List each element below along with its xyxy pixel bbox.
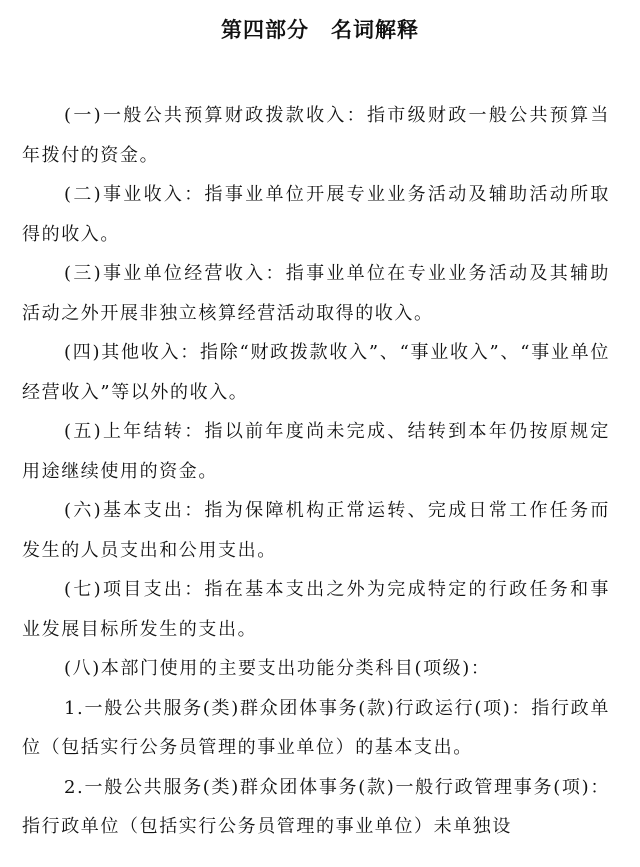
definition-paragraph: (七)项目支出：指在基本支出之外为完成特定的行政任务和事业发展目标所发生的支出。 [22,579,610,640]
definition-paragraph: 2.一般公共服务(类)群众团体事务(款)一般行政管理事务(项)：指行政单位（包括实行公务员管理的事业单位）未单独设 [22,776,610,837]
definition-paragraph: (二)事业收入：指事业单位开展专业业务活动及辅助活动所取得的收入。 [22,184,610,245]
definition-paragraph: (六)基本支出：指为保障机构正常运转、完成日常工作任务而发生的人员支出和公用支出。 [22,500,610,561]
definition-paragraph: (四)其他收入：指除“财政拨款收入”、“事业收入”、“事业单位经营收入”等以外的收入。 [22,342,610,403]
definition-paragraph: (五)上年结转：指以前年度尚未完成、结转到本年仍按原规定用途继续使用的资金。 [22,421,610,482]
definition-paragraph: (三)事业单位经营收入：指事业单位在专业业务活动及其辅助活动之外开展非独立核算经营活动取得的收入。 [22,263,610,324]
definition-paragraph: 1.一般公共服务(类)群众团体事务(款)行政运行(项)：指行政单位（包括实行公务员管理的事业单位）的基本支出。 [22,697,610,758]
definitions-body [22,96,610,847]
subsection-heading: (八)本部门使用的主要支出功能分类科目(项级)： [64,658,491,679]
section-title: 第四部分 名词解释 [221,18,419,42]
definition-paragraph: (一)一般公共预算财政拨款收入：指市级财政一般公共预算当年拨付的资金。 [22,105,610,166]
